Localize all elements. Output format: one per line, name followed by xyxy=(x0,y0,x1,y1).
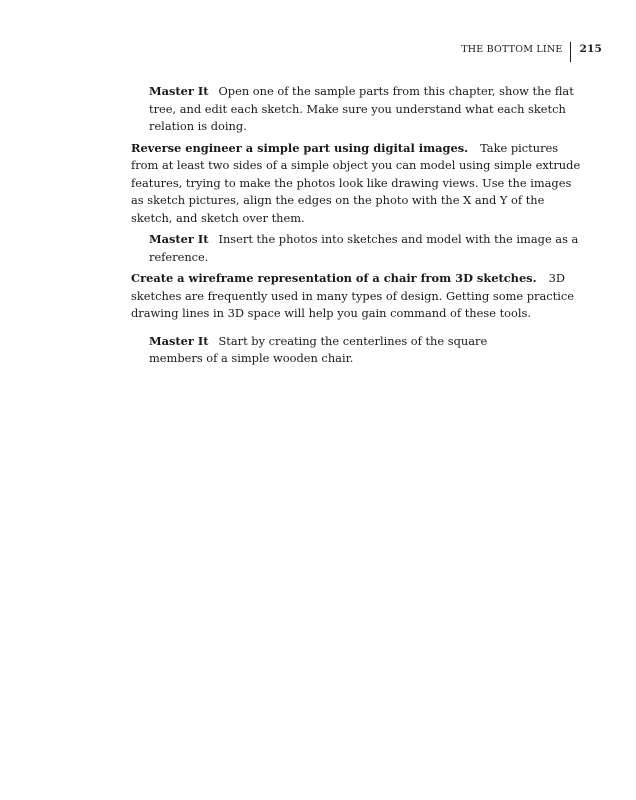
running-title: THE BOTTOM LINE xyxy=(461,43,563,55)
master-it-paragraph xyxy=(149,333,525,368)
page-number: 215 xyxy=(579,43,602,55)
objective-paragraph xyxy=(131,140,583,228)
master-it-label: Master It xyxy=(149,333,209,348)
objective-heading: Create a wireframe representation of a chair from 3D sketches. xyxy=(131,271,537,285)
objective-paragraph xyxy=(131,270,583,323)
master-it-paragraph xyxy=(149,231,583,266)
page-body xyxy=(131,83,583,372)
master-it-paragraph xyxy=(149,83,583,136)
master-it-text: Open one of the sample parts from this chapter, show the flat tree, and edit each sketch. Make sure you understand what each sketch relation is doing. xyxy=(149,84,574,133)
master-it-label: Master It xyxy=(149,84,209,98)
objective-text: 3D sketches are frequently used in many types of design. Getting some practice drawing lines in 3D space will help you gain command of these tools. xyxy=(131,271,574,320)
objective-text: Take pictures from at least two sides of a simple object you can model using simple extrude features, trying to make the photos look like drawing views. Use the images as sketch pictures, align the edges on the photo with the X and Y of the sketch, and sketch over them. xyxy=(131,140,581,225)
running-header xyxy=(461,36,602,62)
master-it-label: Master It xyxy=(149,232,209,246)
master-it-text: Insert the photos into sketches and model with the image as a reference. xyxy=(149,232,579,264)
objective-heading: Reverse engineer a simple part using digital images. xyxy=(131,140,469,155)
master-it-text: Start by creating the centerlines of the square members of a simple wooden chair. xyxy=(149,333,488,365)
